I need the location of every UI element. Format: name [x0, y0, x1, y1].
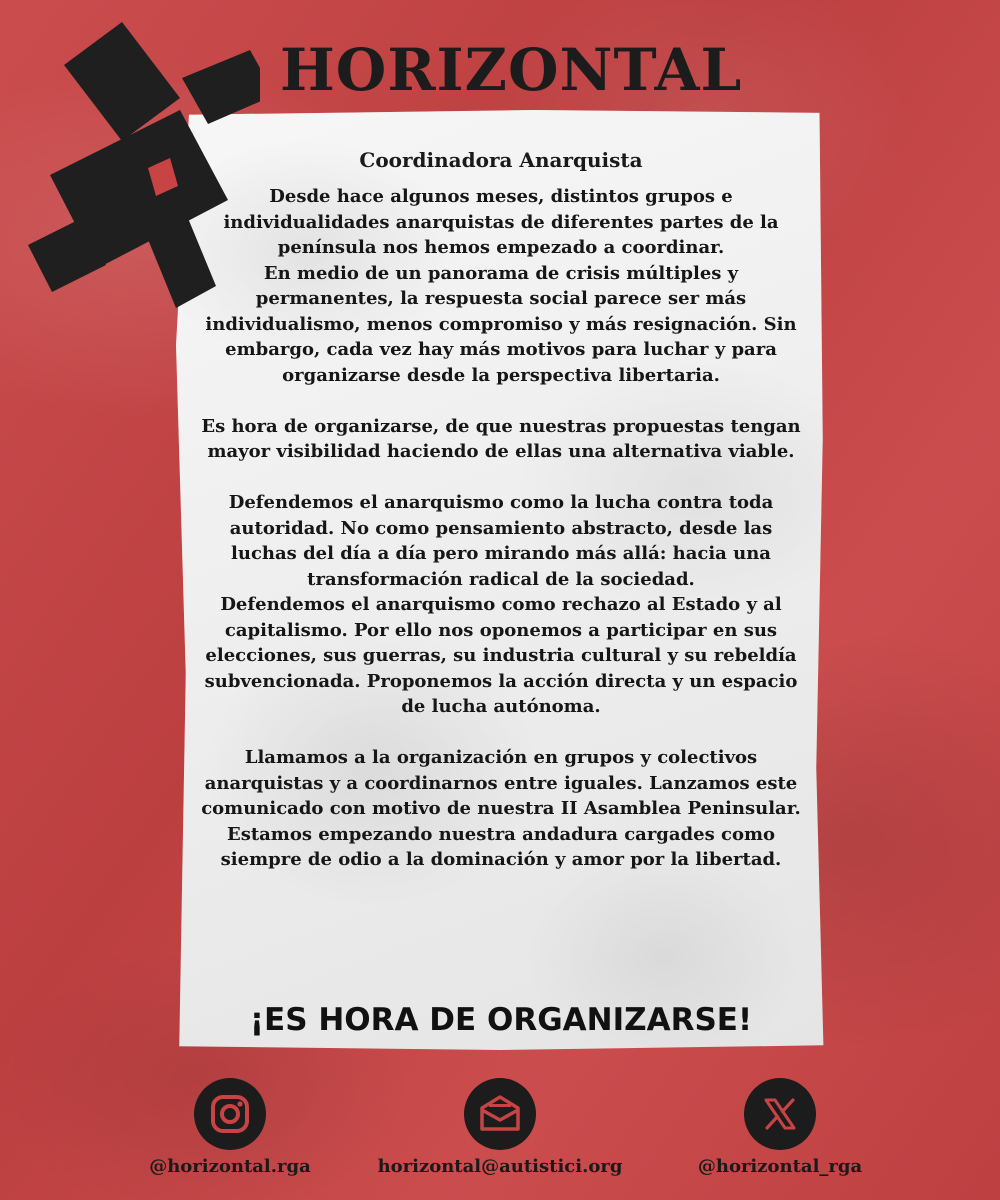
contact-email[interactable]	[360, 1078, 640, 1182]
slogan: ¡ES HORA DE ORGANIZARSE!	[249, 1002, 753, 1038]
logo-bar-top-right	[182, 50, 260, 124]
notice-paragraph: Llamamos a la organización en grupos y colectivos anarquistas y a coordinarnos entre iguales. Lanzamos este comunicado con motivo de nuestra II Asamblea Peninsular. Estamos empezando nuestra andadura cargades como siempre de odio a la dominación y amor por la libertad.	[201, 747, 801, 870]
envelope-icon[interactable]	[464, 1078, 536, 1150]
instagram-icon[interactable]	[194, 1078, 266, 1150]
notice-subtitle: Coordinadora Anarquista	[359, 148, 643, 172]
contact-label[interactable]: @horizontal.rga	[149, 1156, 311, 1177]
contact-label[interactable]: horizontal@autistici.org	[377, 1156, 623, 1177]
page-title: HORIZONTAL	[280, 36, 743, 104]
contact-label[interactable]: @horizontal_rga	[697, 1156, 863, 1177]
contact-instagram[interactable]	[90, 1078, 370, 1182]
notice-body	[195, 184, 807, 873]
notice-paragraph: Defendemos el anarquismo como la lucha contra toda autoridad. No como pensamiento abstracto, desde las luchas del día a día pero mirando más allá: hacia una transformación radical de la sociedad.	[228, 492, 774, 590]
x-icon[interactable]	[744, 1078, 816, 1150]
contact-x[interactable]	[640, 1078, 920, 1182]
notice-paragraph: Defendemos el anarquismo como rechazo al Estado y al capitalismo. Por ello nos oponemos a participar en sus elecciones, sus guerras, su industria cultural y su rebeldía subvencionada. Proponemos la acción directa y un espacio de lucha autónoma.	[204, 594, 798, 717]
notice-paragraph: Desde hace algunos meses, distintos grupos e individualidades anarquistas de diferentes partes de la península nos hemos empezado a coordinar.	[223, 186, 779, 258]
notice-paragraph: En medio de un panorama de crisis múltiples y permanentes, la respuesta social parece ser más individualismo, menos compromiso y más resignación. Sin embargo, cada vez hay más motivos para luchar y para organizarse desde la perspectiva libertaria.	[205, 262, 797, 386]
notice-paragraph: Es hora de organizarse, de que nuestras propuestas tengan mayor visibilidad haciendo de ellas una alternativa viable.	[201, 415, 801, 462]
